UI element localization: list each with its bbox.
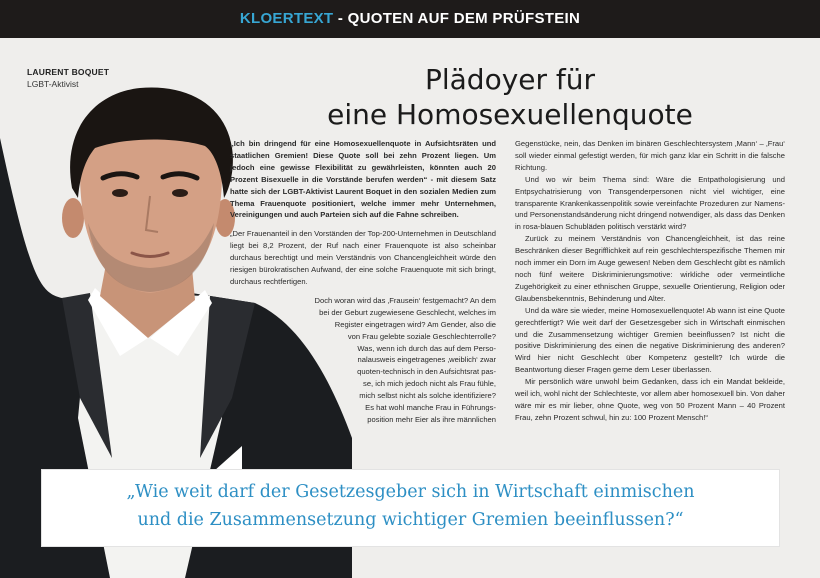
text-line: Es hat wohl manche Frau in Führungs- [365,403,496,413]
author-name: LAURENT BOQUET [27,67,110,77]
text-line: se, ich mich jedoch nicht als Frau fühle, [363,379,496,389]
text-line: Was, wenn ich durch das auf dem Perso- [357,343,496,353]
text-line: von Frau gelebte soziale Geschlechterrolle? [347,331,496,341]
text-line: Doch woran wird das ‚Frausein‘ festgemacht? An dem [314,295,496,305]
article-column-1 [230,138,496,426]
section-header-bar [0,0,820,38]
pullquote-pointer [214,446,242,471]
article-paragraph-2 [230,295,496,426]
article-paragraph-1: „Der Frauenanteil in den Vorständen der Top-200-Unternehmen in Deutschland liegt bei 8,2 Prozent, der Ruf nach einer Frauenquote ist also scheinbar durchaus berechtigt und mein Verständnis von Chancengleichheit würde den riesigen bürokratischen Aufwand, der eine solche Frauenquote mit sich bringt, durchaus rechtfertigen. [230,229,496,286]
text-line: quoten-technisch in den Aufsichtsrat pas- [357,367,496,377]
pullquote-line-2: und die Zusammensetzung wichtiger Gremien beeinflussen?“ [137,510,684,530]
author-role: LGBT-Aktivist [27,79,79,89]
headline-line-2: eine Homosexuellenquote [327,98,693,131]
text-line: mich selbst nicht als solche identifiziere? [359,391,496,401]
article-paragraph: Und wo wir beim Thema sind: Wäre die Entpathologisierung und Entpsychatrisierung von Transgenderpersonen nicht viel wichtiger, eine transparente Krankenkassenpolitik sowie vereinfachte Prozeduren zur Namens- und Personenstandsänderung nicht dringend notwendiger, als dass das Denken in rosa-blauen Schubläden politisch verstärkt wird? [515,174,785,232]
text-line: nalausweis eingetragenes ‚weiblich‘ zwar [357,355,496,365]
article-paragraph: Zurück zu meinem Verständnis von Chancengleichheit, ist das reine Beschränken dieser Begrifflichkeit auf rein geschlechterspezifische Themen mir noch immer ein Dorn im Auge gewesen! Neben dem Geschlecht gibt es nämlich noch fünf weitere Diskriminierungsmotive: wirkliche oder vermeintliche Zugehörigkeit zu einer ethnischen Gruppe, sexuelle Orientierung, Religion oder Glaubensbekenntnis, Behinderung und Alter. [515,234,785,303]
author-byline [27,67,109,89]
article-column-2 [515,138,785,424]
text-line: bei der Geburt zugewiesene Geschlecht, welches im [319,307,496,317]
pullquote-text [42,478,779,534]
article-headline [300,62,720,132]
text-line: position mehr Eier als ihre männlichen [367,414,496,424]
headline-line-1: Plädoyer für [424,63,596,96]
section-subtitle: - QUOTEN AUF DEM PRÜFSTEIN [333,10,581,27]
article-paragraph: Und da wäre sie wieder, meine Homosexuellenquote! Ab wann ist eine Quote gerechtfertigt? Wie weit darf der Gesetzesgeber sich in Wirtschaft einmischen und die Zusammensetzung wichtiger Gremien beeinflussen? Ist nicht die positive Diskriminierung des einen die negative Diskriminierung des anderen? Wird hier nicht Geschlecht über Kompetenz gestellt? Ich würde die Beantwortung dieser Fragen gerne dem Leser überlassen. [515,305,785,375]
section-brand: KLOERTEXT [239,10,334,27]
pullquote-line-1: „Wie weit darf der Gesetzesgeber sich in Wirtschaft einmischen [126,482,695,502]
text-line: Register eingetragen wird? Am Gender, also die [334,319,496,329]
article-paragraph: Mir persönlich wäre unwohl beim Gedanken, dass ich ein Mandat bekleide, weil ich, wohl nicht der Schlechteste, vor allem aber homosexuell bin. Von daher wäre mir es mir lieber, ohne Quote, weg von 50 Prozent Mann – 40 Prozent Frau, zehn Prozent schwul, hin zu: 100 Prozent Mensch!“ [515,377,785,422]
article-paragraph: Gegenstücke, nein, das Denken im binären Geschlechtersystem ‚Mann‘ – ‚Frau‘ soll wieder einmal gefestigt werden, für mich ganz klar ein Schritt in die falsche Richtung. [515,139,785,172]
article-lead: „Ich bin dringend für eine Homosexuellenquote in Aufsichtsräten und staatlichen Gremien! Diese Quote soll bei zehn Prozent liegen. Um jedoch eine gewisse Flexibilität zu gewährleisten, könnten auch 20 Prozent Bisexuelle in die Vorstände berufen werden“ - mit diesem Satz hatte sich der LGBT-Aktivist Laurent Boquet in den sozialen Medien zum Thema Frauenquote positioniert, welche immer mehr Unternehmen, Vereinigungen und auch Parteien sich auf die Fahne schreiben. [230,139,496,220]
